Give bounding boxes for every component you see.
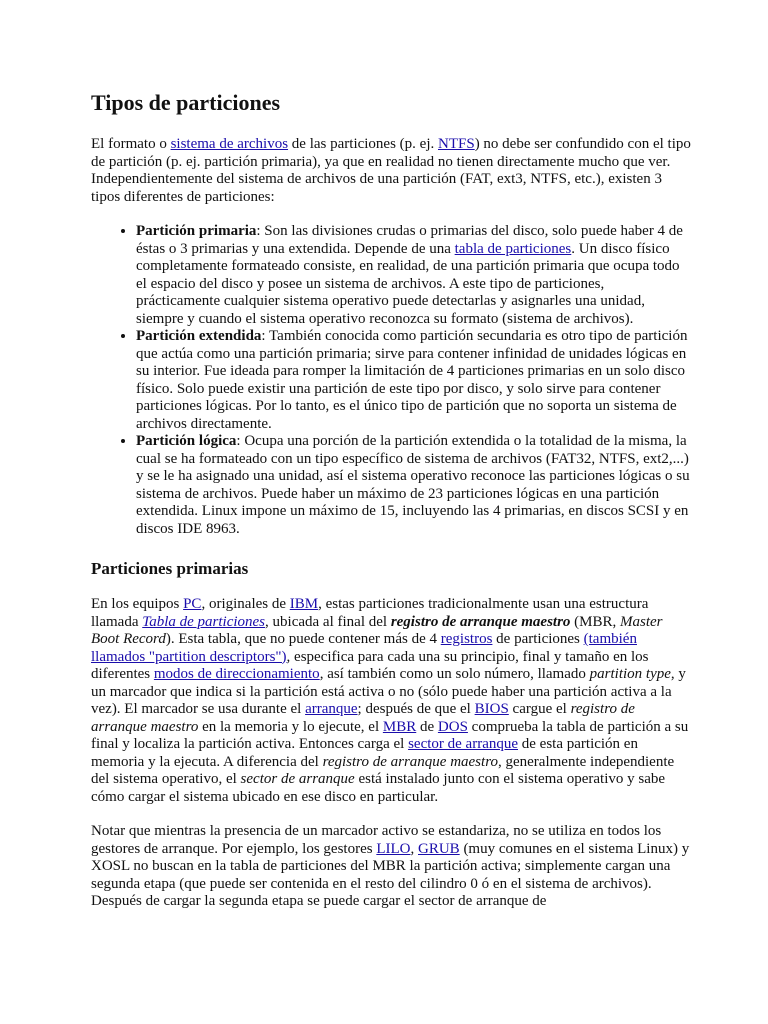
- text: ) no debe ser confundido con el tipo de partición (p. ej. partición primaria), ya que en realidad no tienen directamente mucho que ver. Independientemente del sistema de archivos de una partición (FAT, ext3, NTFS, etc.), existen 3 tipos diferentes de particiones:: [91, 136, 691, 205]
- emphasis-sector-arranque: sector de arranque: [240, 771, 355, 787]
- link-tabla-particiones-italic[interactable]: Tabla de particiones: [142, 613, 266, 630]
- text: de: [416, 718, 438, 735]
- text: , estas particiones tradicionalmente usan una estructura llamada: [91, 596, 649, 630]
- text: (MBR,: [570, 613, 621, 630]
- emphasis-master-boot-record: Master Boot Record: [91, 613, 663, 647]
- text: , originales de: [201, 596, 290, 612]
- link-pc[interactable]: PC: [183, 596, 202, 612]
- link-mbr[interactable]: MBR: [382, 718, 417, 735]
- text: Notar que mientras la presencia de un marcador activo se estandariza, no se utiliza en todos los gestores de arranque. Por ejemplo, los gestores: [91, 823, 662, 857]
- text: ,: [410, 840, 418, 857]
- text: comprueba la tabla de partición a su final y localiza la partición activa. Entonces carga el: [91, 718, 689, 752]
- link-dos[interactable]: DOS: [437, 718, 468, 735]
- emphasis-registro-arranque-2: registro de arranque maestro: [322, 753, 498, 770]
- text: : Ocupa una porción de la partición extendida o la totalidad de la misma, la cual se ha formateado con un tipo específico de sistema de archivos (FAT32, NTFS, ext2,...) y se le ha asignado una unidad, así el sistema operativo reconoce las particiones lógicas o su sistema de archivos. Puede haber un máximo de 23 particiones lógicas en una partición extendida. Linux impone un máximo de 15, incluyendo las 4 primarias, en discos SCSI y en discos IDE 8963.: [136, 433, 690, 537]
- link-arranque[interactable]: arranque: [305, 701, 358, 717]
- text: , especifica para cada una su principio, final y tamaño en los diferentes: [91, 648, 649, 682]
- text: , y un marcador que indica si la partición está activa o no (sólo puede haber una partición activa a la vez). El marcador se usa durante el: [91, 666, 686, 717]
- list-item-logica: [136, 433, 691, 538]
- link-modos-de-direccionamiento[interactable]: modos de direccionamiento: [153, 666, 320, 682]
- text: de las particiones (p. ej.: [288, 136, 438, 152]
- text: de esta partición en memoria y la ejecuta. A diferencia del: [91, 736, 638, 770]
- text: de particiones: [492, 631, 584, 647]
- text: : Son las divisiones crudas o primarias del disco, solo puede haber 4 de éstas o 3 primarias y una extendida. Depende de una: [136, 223, 683, 257]
- text: . Un disco físico completamente formateado consiste, en realidad, de una partición primaria que ocupa todo el espacio del disco y posee un sistema de archivos. A este tipo de particiones, prácticamente cualquier sistema operativo puede detectarlas y asignarles una unidad, siempre y cuando el sistema operativo reconozca su formato (sistema de archivos).: [136, 240, 680, 327]
- list-item-primaria: [136, 223, 691, 328]
- list-item-extendida: [136, 328, 691, 433]
- text: ; después de que el: [357, 701, 475, 717]
- link-registros[interactable]: registros: [440, 631, 493, 647]
- text: , así también como un solo número, llamado: [319, 666, 590, 682]
- partition-types-list: [91, 223, 691, 538]
- document-page: [91, 88, 691, 928]
- text: , ubicada al final del: [265, 613, 391, 630]
- term-extendida: Partición extendida: [136, 328, 262, 344]
- term-primaria: Partición primaria: [136, 223, 257, 239]
- link-sistema-de-archivos[interactable]: sistema de archivos: [170, 136, 289, 152]
- term-logica: Partición lógica: [136, 433, 237, 449]
- link-lilo[interactable]: LILO: [376, 840, 411, 857]
- intro-paragraph: [91, 136, 691, 206]
- text: está instalado junto con el sistema operativo y sabe cómo cargar el sistema ubicado en ese disco en particular.: [91, 771, 666, 805]
- paragraph-gestores-arranque: [91, 823, 691, 911]
- text: En los equipos: [91, 596, 184, 612]
- paragraph-particiones-primarias: [91, 596, 691, 806]
- link-partition-descriptors[interactable]: (también llamados "partition descriptors"): [91, 631, 637, 665]
- emphasis-partition-type: partition type: [589, 666, 671, 682]
- section-title-particiones-primarias: Particiones primarias: [91, 559, 249, 578]
- text: (muy comunes en el sistema Linux) y XOSL no buscan en la tabla de particiones del MBR la partición activa; simplemente cargan una segunda etapa (que puede ser contenida en el resto del cilindro 0 ó en el sistema de archivos). Después de cargar la segunda etapa se puede cargar el sector de arranque de: [91, 840, 690, 909]
- page-title: Tipos de particiones: [91, 90, 281, 115]
- emphasis-registro-arranque: registro de arranque maestro: [390, 613, 571, 630]
- text: ). Esta tabla, que no puede contener más de 4: [165, 631, 441, 647]
- link-ntfs[interactable]: NTFS: [438, 136, 475, 152]
- text: , generalmente independiente del sistema operativo, el: [91, 753, 675, 787]
- link-sector-de-arranque[interactable]: sector de arranque: [408, 736, 519, 752]
- link-ibm[interactable]: IBM: [289, 596, 319, 612]
- link-bios[interactable]: BIOS: [474, 701, 509, 717]
- link-tabla-de-particiones[interactable]: tabla de particiones: [454, 240, 572, 257]
- text: en la memoria y lo ejecute, el: [198, 718, 383, 735]
- text: : También conocida como partición secundaria es otro tipo de partición que actúa como una partición primaria; sirve para contener infinidad de unidades lógicas en su interior. Fue ideada para romper la limitación de 4 particiones primarias en un solo disco físico. Solo puede existir una partición de este tipo por disco, y solo sirve para contener particiones lógicas. Por lo tanto, es el único tipo de partición que no soporta un sistema de archivos directamente.: [136, 328, 688, 432]
- text: cargue el: [508, 701, 571, 717]
- text: El formato o: [91, 136, 171, 152]
- emphasis-registro-arranque-1: registro de arranque maestro: [91, 701, 635, 735]
- link-grub[interactable]: GRUB: [418, 840, 460, 857]
